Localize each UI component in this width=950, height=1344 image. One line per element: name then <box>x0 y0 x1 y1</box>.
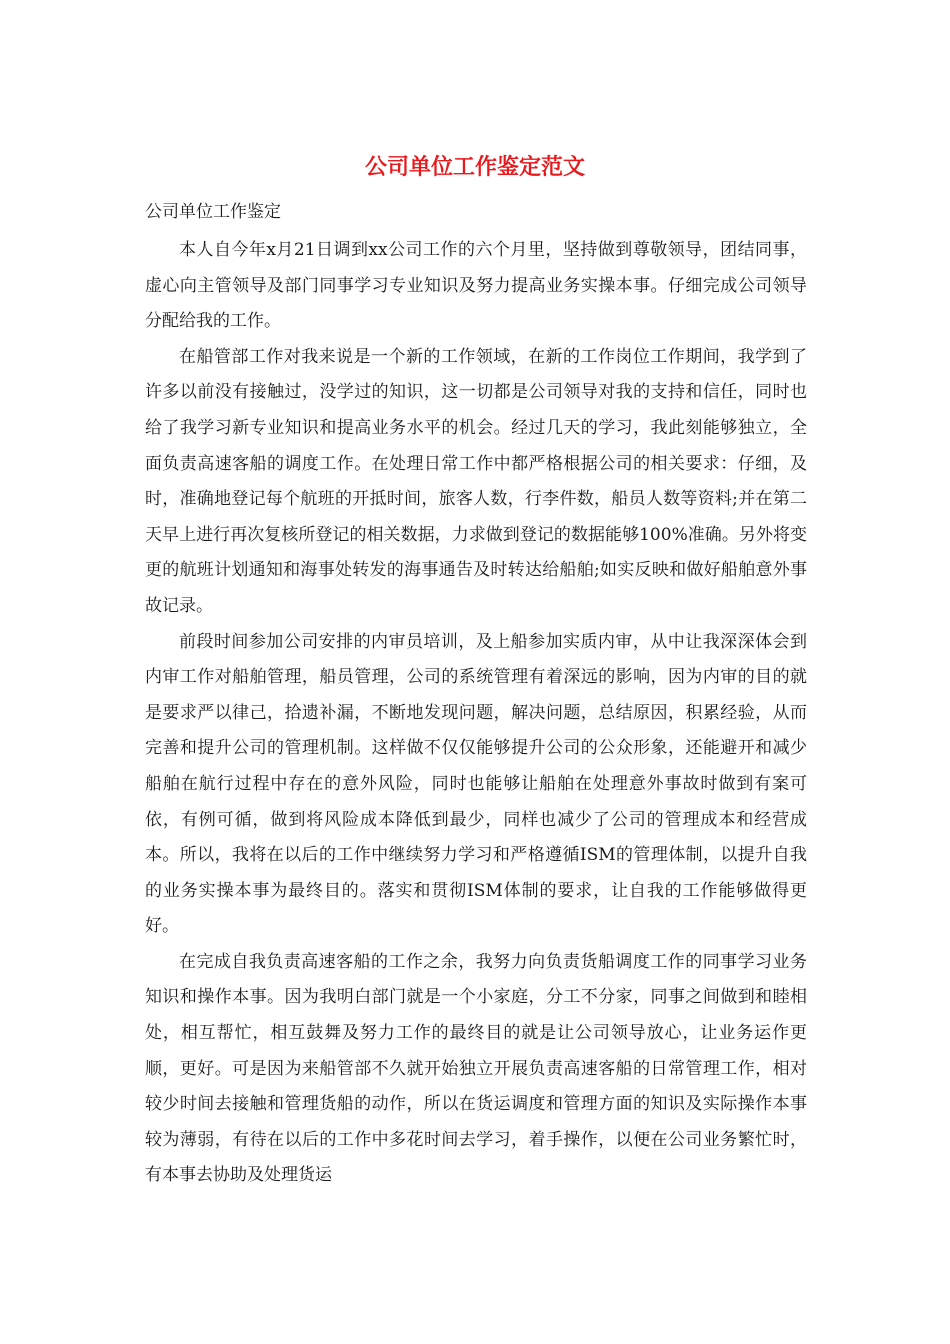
document-body <box>145 233 807 1194</box>
paragraph: 在船管部工作对我来说是一个新的工作领域，在新的工作岗位工作期间，我学到了许多以前没有接触过，没学过的知识，这一切都是公司领导对我的支持和信任，同时也给了我学习新专业知识和提高业务水平的机会。经过几天的学习，我此刻能够独立，全面负责高速客船的调度工作。在处理日常工作中都严格根据公司的相关要求：仔细，及时，准确地登记每个航班的开抵时间，旅客人数，行李件数，船员人数等资料;并在第二天早上进行再次复核所登记的相关数据，力求做到登记的数据能够100%准确。另外将变更的航班计划通知和海事处转发的海事通告及时转达给船舶;如实反映和做好船舶意外事故记录。 <box>145 346 807 616</box>
paragraph: 在完成自我负责高速客船的工作之余，我努力向负责货船调度工作的同事学习业务知识和操作本事。因为我明白部门就是一个小家庭，分工不分家，同事之间做到和睦相处，相互帮忙，相互鼓舞及努力工作的最终目的就是让公司领导放心，让业务运作更顺，更好。可是因为来船管部不久就开始独立开展负责高速客船的日常管理工作，相对较少时间去接触和管理货船的动作，所以在货运调度和管理方面的知识及实际操作本事较为薄弱，有待在以后的工作中多花时间去学习，着手操作，以便在公司业务繁忙时，有本事去协助及处理货运 <box>145 951 807 1186</box>
document-subtitle: 公司单位工作鉴定 <box>145 202 281 222</box>
paragraph: 前段时间参加公司安排的内审员培训，及上船参加实质内审，从中让我深深体会到内审工作对船舶管理，船员管理，公司的系统管理有着深远的影响，因为内审的目的就是要求严以律己，拾遗补漏，不断地发现问题，解决问题，总结原因，积累经验，从而完善和提升公司的管理机制。这样做不仅仅能够提升公司的公众形象，还能避开和减少船舶在航行过程中存在的意外风险，同时也能够让船舶在处理意外事故时做到有案可依，有例可循，做到将风险成本降低到最少，同样也减少了公司的管理成本和经营成本。所以，我将在以后的工作中继续努力学习和严格遵循ISM的管理体制，以提升自我的业务实操本事为最终目的。落实和贯彻ISM体制的要求，让自我的工作能够做得更好。 <box>145 631 807 937</box>
paragraph: 本人自今年x月21日调到xx公司工作的六个月里，坚持做到尊敬领导，团结同事，虚心向主管领导及部门同事学习专业知识及努力提高业务实操本事。仔细完成公司领导分配给我的工作。 <box>145 240 807 332</box>
document-title: 公司单位工作鉴定范文 <box>364 154 585 180</box>
